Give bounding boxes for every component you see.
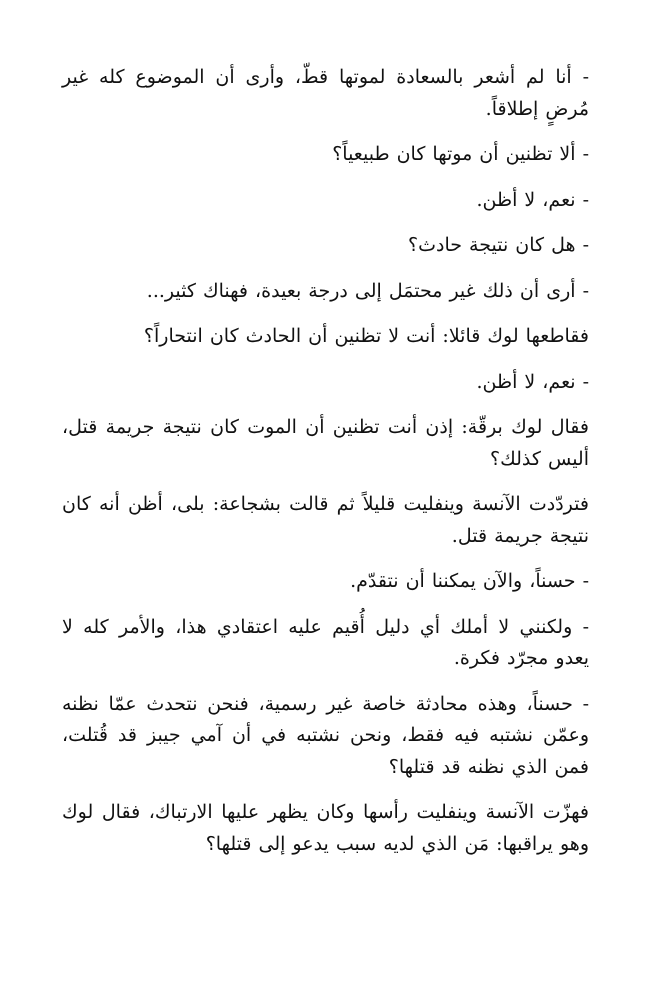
paragraph-8: فقال لوك برقّة: إذن أنت تظنين أن الموت كان نتيجة جريمة قتل، أليس كذلك؟ bbox=[62, 416, 589, 470]
paragraph-1: - أنا لم أشعر بالسعادة لموتها قطّ، وأرى أن الموضوع كله غير مُرضٍ إطلاقاً. bbox=[62, 66, 589, 120]
paragraph-12: - حسناً، وهذه محادثة خاصة غير رسمية، فنحن نتحدث عمّا نظنه وعمّن نشتبه فيه فقط، ونحن نشتبه في أن آمي جيبز قد قُتلت، فمن الذي نظنه قد قتلها؟ bbox=[62, 692, 589, 778]
paragraph-13: فهزّت الآنسة وينفليت رأسها وكان يظهر عليها الارتباك، فقال لوك وهو يراقبها: مَن الذي لديه سبب يدعو إلى قتلها؟ bbox=[62, 801, 589, 855]
paragraph-4: - هل كان نتيجة حادث؟ bbox=[408, 234, 589, 256]
paragraph-5: - أرى أن ذلك غير محتمَل إلى درجة بعيدة، فهناك كثير... bbox=[146, 279, 589, 302]
paragraph-11: - ولكنني لا أملك أي دليل أُقيم عليه اعتقادي هذا، والأمر كله لا يعدو مجرّد فكرة. bbox=[62, 615, 589, 669]
paragraph-9: فتردّدت الآنسة وينفليت قليلاً ثم قالت بشجاعة: بلى، أظن أنه كان نتيجة جريمة قتل. bbox=[62, 493, 589, 547]
paragraph-3: - نعم، لا أظن. bbox=[476, 188, 589, 211]
paragraph-2: - ألا تظنين أن موتها كان طبيعياً؟ bbox=[332, 143, 589, 165]
paragraph-7: - نعم، لا أظن. bbox=[476, 370, 589, 393]
paragraph-10: - حسناً، والآن يمكننا أن نتقدّم. bbox=[350, 570, 589, 592]
paragraph-6: فقاطعها لوك قائلا: أنت لا تظنين أن الحادث كان انتحاراً؟ bbox=[143, 325, 589, 347]
